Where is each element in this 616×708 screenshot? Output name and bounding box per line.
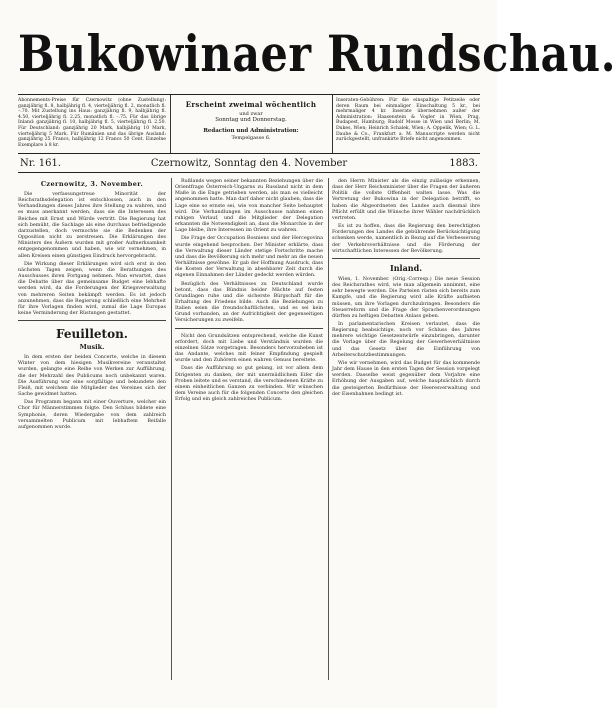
article-paragraph: Bezüglich des Verhältnisses zu Deutschland wurde betont, dass das Bündnis beider Mächte auf festen Grundlagen ruhe und die sicherste Bürgschaft für die Erhaltung des Friedens bilde. Auch die Beziehungen zu Italien seien die freundschaftlichsten, und es sei kein Grund vorhanden, an der Aufrichtigkeit der gegenseitigen Versicherungen zu zweifeln. [175, 280, 323, 324]
editorial-office-label: Redaction und Administration: [203, 128, 299, 134]
section-rule [332, 258, 480, 259]
section-rule [18, 320, 166, 321]
advertising-rates: Inseraten-Gebühren: Für die einspaltige Petitzeile oder deren Raum bei einmaliger Einschaltung 5 kr., bei mehrmaliger 4 kr. Inserate übernehmen außer der Administration: Haasenstein & Vogler in Wien, Prag, Budapest, Hamburg; Rudolf Mosse in Wien und Berlin; M. Dukes, Wien; Heinrich Schalek, Wien; A. Oppelik, Wien; G. L. Daube & Co., Frankfurt a. M. Manuscripte werden nicht zurückgestellt, unfrankirte Briefe nicht angenommen. [336, 98, 480, 143]
publication-days: Sonntag und Donnerstag. [215, 117, 287, 123]
article-paragraph: Die Wirkung dieser Erklärungen wird sich erst in den nächsten Tagen zeigen, wenn die Berathungen des Ausschusses ihren Fortgang nehmen. Man erwartet, dass die Debatte über das gemeinsame Budget eine lebhafte werden wird, da die Forderungen der Kriegsverwaltung von mehreren Seiten bekämpft werden. Es ist jedoch anzunehmen, dass die Regierung schließlich eine Mehrheit für ihre Vorlagen finden wird, zumal die Lage Europas keine Verminderung der Rüstungen gestattet. [18, 260, 166, 316]
inland-title: Inland. [390, 262, 422, 273]
subscription-prices: Abonnements-Preise für Czernowitz (ohne Zustellung): ganzjährig fl. 8, halbjährig fl. 4, vierteljährig fl. 2, monatlich fl. –.70. Mit Zustellung ins Haus: ganzjährig fl. 9, halbjährig fl. 4.50, vierteljährig fl. 2.25, monatlich fl. –.75. Für das übrige Inland: ganzjährig fl. 10, halbjährig fl. 5, vierteljährig fl. 2.50. Für Deutschland: ganzjährig 20 Mark, halbjährig 10 Mark, vierteljährig 5 Mark. Für Rumänien und das übrige Ausland: ganzjährig 25 Francs, halbjährig 12 Francs 50 Cent. Einzelne Exemplare à 8 kr. [18, 98, 166, 148]
inland-paragraph: Wien, 1. November. (Orig.-Corresp.) Die neue Session des Reichsrathes wird, wie man allgemein annimmt, eine sehr bewegte werden. Die Parteien rüsten sich bereits zum Kampfe, und die Regierung wird alle Kräfte aufbieten müssen, um ihre Vorlagen durchzubringen. Besonders die Steuerreform und die Frage der Sprachenverordnungen dürften zu heftigen Debatten Anlass geben. [332, 275, 480, 319]
column-2 [175, 178, 323, 680]
column-3 [332, 178, 480, 680]
feuilleton-title: Feuilleton. [56, 327, 128, 342]
info-divider-right [332, 95, 333, 153]
column-divider-1 [171, 178, 172, 680]
column-divider-2 [328, 178, 329, 680]
inland-paragraph: Wie wir vernehmen, wird das Budget für das kommende Jahr dem Hause in den ersten Tagen der Session vorgelegt werden. Dasselbe weist gegenüber dem Vorjahre eine Erhöhung der Ausgaben auf, welche hauptsächlich durch die gesteigerten Bedürfnisse der Heeresverwaltung und der Eisenbahnen bedingt ist. [332, 359, 480, 397]
feuilleton-paragraph: Das Programm begann mit einer Ouverture, welcher ein Chor für Männerstimmen folgte. Den Schluss bildete eine Symphonie, deren Wiedergabe von dem zahlreich versammelten Publicum mit lebhaftem Beifalle aufgenommen wurde. [18, 399, 166, 430]
article-paragraph: Die verfassungstreue Minorität der Reichsrathsdelegation ist entschlossen, auch in den Verhandlungen dieses Jahres ihre Stellung zu wahren, und es muss anerkannt werden, dass sie die Interessen des Reiches mit Ernst und Würde vertritt. Die Regierung hat sich bemüht, die Sachlage als eine durchaus befriedigende darzustellen, doch vermochte sie die Bedenken der Opposition nicht zu zerstreuen. Die Erklärungen des Ministers des Äußern wurden mit großer Aufmerksamkeit entgegengenommen und haben, wie wir vernehmen, in allen Kreisen einen günstigen Eindruck hervorgebracht. [18, 191, 166, 259]
article-paragraph: Es ist zu hoffen, dass die Regierung den berechtigten Forderungen des Landes die gebührende Berücksichtigung schenken werde, namentlich in Bezug auf die Verbesserung der Verkehrsverhältnisse und die Förderung der wirtschaftlichen Interessen der Bevölkerung. [332, 223, 480, 254]
masthead-title: Bukowinaer Rundschau. [18, 26, 616, 84]
article-paragraph: Rußlands wegen seiner bekannten Beziehungen über die Orientfrage Österreich-Ungarns zu Russland nicht in dem Maße in die Enge getrieben werden, als man es vielleicht angenommen hatte. Man darf daher nicht glauben, dass die Lage eine so ernste sei, wie von mancher Seite behauptet wird. Die Verhandlungen im Ausschusse nahmen einen ruhigen Verlauf, und die Mitglieder der Delegation erkannten die Notwendigkeit an, dass die Monarchie in der Lage bleibe, ihre Interessen im Orient zu wahren. [175, 178, 323, 234]
info-divider-left [170, 95, 171, 153]
feuilleton-subtitle: Musik. [79, 343, 105, 352]
feuilleton-paragraph: Nicht den Grundsätzen entsprechend, welche die Kunst erfordert, doch mit Liebe und Verständnis wurden die einzelnen Sätze vorgetragen. Besonders hervorzuheben ist das Andante, welches mit feiner Empfindung gespielt wurde und den Zuhörern einen wahren Genuss bereitete. [175, 332, 323, 364]
issue-date: Czernowitz, Sonntag den 4. November [150, 158, 348, 169]
article-paragraph: den Herrn Minister als die einzig zulässige erkennen, dass der Herr Reichsminister über die Fragen der äußeren Politik die vollste Offenheit walten lasse. Was die Vertretung der Bukowina in der Delegation betrifft, so haben die Abgeordneten des Landes auch diesmal ihre Pflicht erfüllt und die Wünsche ihrer Wähler nachdrücklich vertreten. [332, 178, 480, 221]
issue-year: 1883. [449, 158, 478, 169]
issue-bar [18, 156, 480, 173]
editorial-office-address: Tempelgasse 6. [231, 135, 271, 141]
feuilleton-paragraph: Dass die Aufführung so gut gelang, ist vor allem dem Dirigenten zu danken, der mit unermüdlichem Eifer die Proben leitete und es verstand, die verschiedenen Kräfte zu einem einheitlichen Ganzen zu verbinden. Wir wünschen dem Vereine auch für die folgenden Concerte den gleichen Erfolg und ein gleich zahlreiches Publicum. [175, 365, 323, 403]
issue-number: Nr. 161. [20, 158, 62, 169]
feuilleton-paragraph: In dem ersten der beiden Concerte, welche in diesem Winter von dem hiesigen Musikvereine veranstaltet wurden, gelangte eine Reihe von Werken zur Aufführung, die der Mehrzahl des Publicums noch unbekannt waren. Die Ausführung war eine sorgfältige und bekundete den Fleiß, mit welchem die Mitglieder des Vereines sich der Sache gewidmet hatten. [18, 354, 166, 398]
info-bar [18, 94, 480, 154]
publication-frequency: Erscheint zweimal wöchentlich [185, 100, 317, 109]
column-1 [18, 178, 166, 680]
publication-info [174, 98, 328, 150]
article-paragraph: Die Frage der Occupation Bosniens und der Hercegovina wurde eingehend besprochen. Der Minister erklärte, dass die Verwaltung dieser Länder stetige Fortschritte mache und dass die Bevölkerung sich mehr und mehr an die neuen Verhältnisse gewöhne. Er gab der Hoffnung Ausdruck, dass die Kosten der Verwaltung in absehbarer Zeit durch die eigenen Einnahmen der Länder gedeckt werden würden. [175, 235, 323, 279]
publication-connector: und zwar [239, 111, 263, 117]
inland-paragraph: In parlamentarischen Kreisen verlautet, dass die Regierung beabsichtige, noch vor Schluss des Jahres mehrere wichtige Gesetzentwürfe einzubringen, darunter die Vorlage über die Regelung der Gewerbeverhältnisse und das Gesetz über die Einführung von Arbeiterschutzbestimmungen. [332, 320, 480, 358]
section-rule [175, 328, 323, 329]
lead-article-heading: Czernowitz, 3. November. [40, 180, 144, 188]
